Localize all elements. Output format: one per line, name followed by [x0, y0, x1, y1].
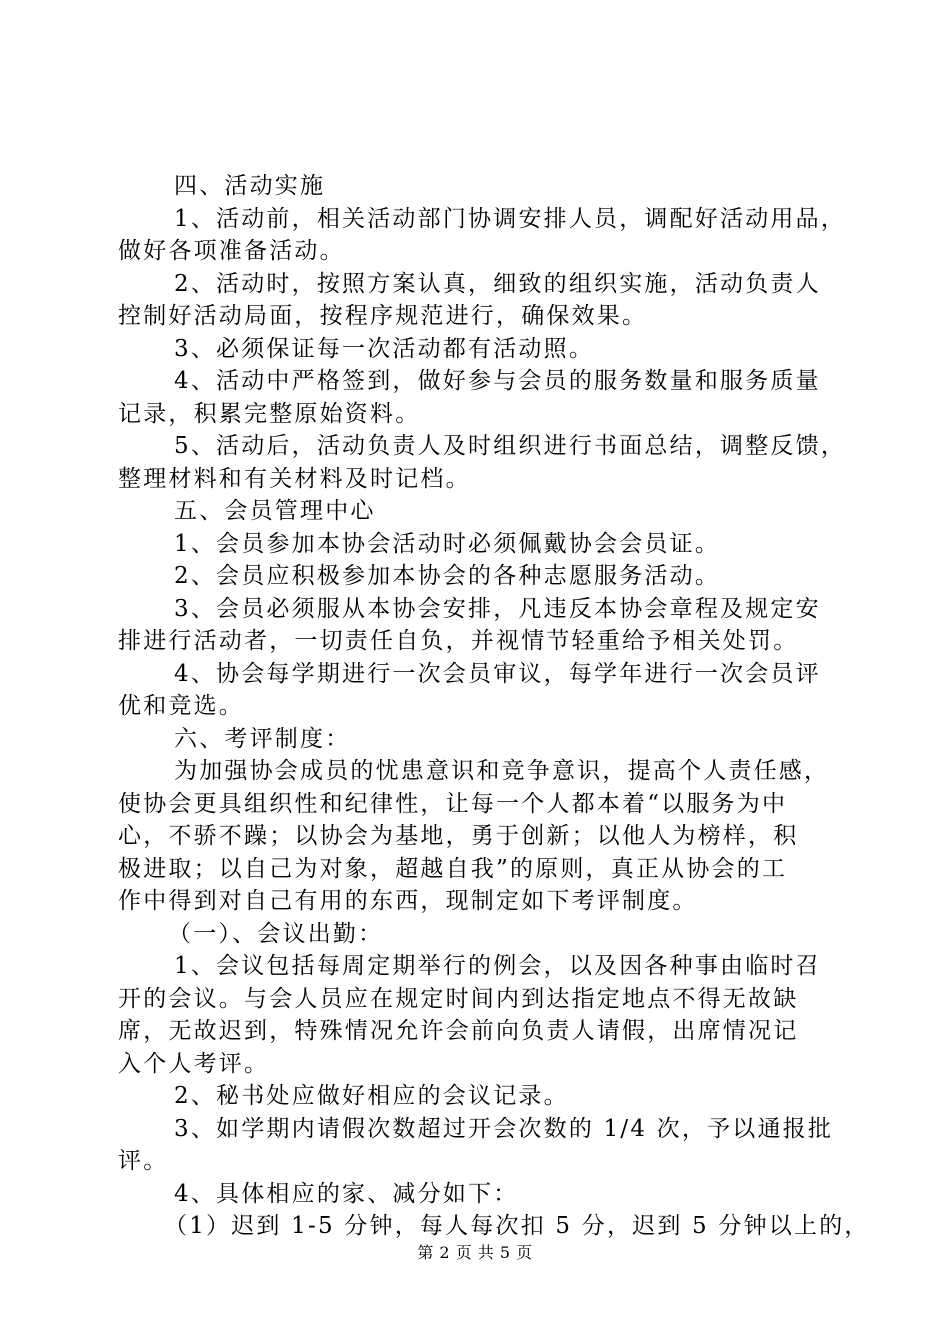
paragraph-line: 入个人考评。: [118, 1050, 270, 1077]
page-number-footer: 第 2 页 共 5 页: [417, 1243, 533, 1262]
paragraph-line: 3、如学期内请假次数超过开会次数的 1/4 次，予以通报批: [174, 1115, 834, 1142]
paragraph-line: 4、活动中严格签到，做好参与会员的服务数量和服务质量: [174, 368, 821, 394]
section-heading: 六、考评制度：: [174, 725, 351, 752]
paragraph-line: 3、会员必须服从本协会安排，凡违反本协会章程及规定安: [174, 595, 821, 622]
section-heading: 五、会员管理中心: [174, 498, 376, 524]
paragraph-line: 极进取；以自己为对象，超越自我”的原则，真正从协会的工: [118, 855, 788, 882]
paragraph-line: 评。: [118, 1148, 169, 1174]
paragraph-line: 作中得到对自己有用的东西，现制定如下考评制度。: [118, 888, 698, 914]
paragraph-line: 2、活动时，按照方案认真，细致的组织实施，活动负责人: [174, 270, 821, 297]
paragraph-line: 1、会员参加本协会活动时必须佩戴协会会员证。: [174, 530, 721, 557]
paragraph-line: 开的会议。与会人员应在规定时间内到达指定地点不得无故缺: [118, 985, 799, 1012]
paragraph-line: 使协会更具组织性和纪律性，让每一个人都本着“以服务为中: [118, 790, 788, 817]
paragraph-line: 3、必须保证每一次活动都有活动照。: [174, 335, 595, 362]
paragraph-line: 席，无故迟到，特殊情况允许会前向负责人请假，出席情况记: [118, 1018, 799, 1044]
paragraph-line: 1、会议包括每周定期举行的例会，以及因各种事由临时召: [174, 953, 821, 979]
paragraph-line: 4、协会每学期进行一次会员审议，每学年进行一次会员评: [174, 660, 821, 687]
paragraph-line: 做好各项准备活动。: [118, 238, 345, 264]
paragraph-line: 记录，积累完整原始资料。: [118, 400, 421, 427]
paragraph-line: 4、具体相应的家、减分如下：: [174, 1180, 519, 1207]
paragraph-line: （1）迟到 1-5 分钟，每人每次扣 5 分，迟到 5 分钟以上的，: [164, 1213, 870, 1239]
paragraph-line: 排进行活动者，一切责任自负，并视情节轻重给予相关处罚。: [118, 628, 799, 654]
paragraph-line: 2、会员应积极参加本协会的各种志愿服务活动。: [174, 563, 721, 589]
paragraph-line: 心，不骄不躁；以协会为基地，勇于创新；以他人为榜样，积: [118, 823, 799, 849]
section-heading: 四、活动实施: [174, 173, 326, 199]
paragraph-line: 1、活动前，相关活动部门协调安排人员，调配好活动用品，: [174, 205, 847, 232]
document-body: [118, 170, 870, 1243]
paragraph-line: 控制好活动局面，按程序规范进行，确保效果。: [118, 303, 648, 329]
paragraph-line: 为加强协会成员的忧患意识和竞争意识，提高个人责任感，: [174, 758, 830, 784]
subsection-heading: （一）、会议出勤：: [168, 920, 384, 947]
paragraph-line: 2、秘书处应做好相应的会议记录。: [174, 1083, 569, 1109]
paragraph-line: 优和竞选。: [118, 693, 244, 719]
paragraph-line: 整理材料和有关材料及时记档。: [118, 465, 471, 492]
paragraph-line: 5、活动后，活动负责人及时组织进行书面总结，调整反馈，: [174, 433, 847, 459]
